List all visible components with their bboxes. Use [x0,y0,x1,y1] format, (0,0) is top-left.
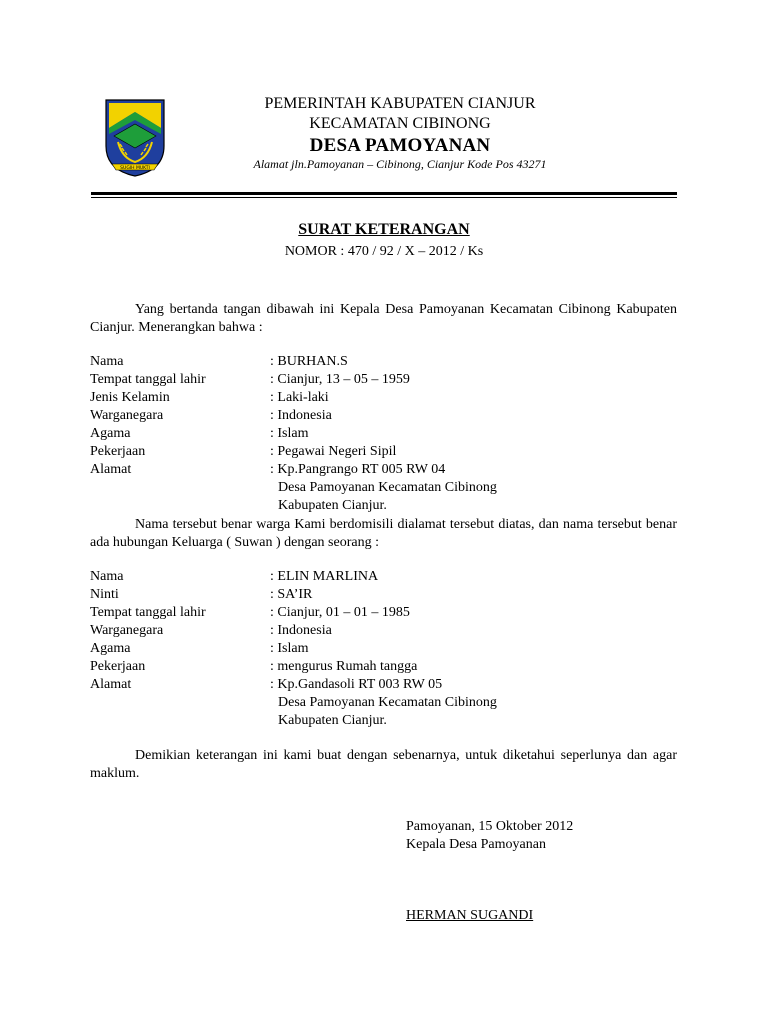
regency-emblem-logo [104,98,166,178]
detail-row: Jenis Kelamin : Laki-laki [90,390,329,405]
letterhead-divider-thick [91,192,677,195]
signer-name: HERMAN SUGANDI [406,908,534,923]
letterhead-address: Alamat jln.Pamoyanan – Cibinong, Cianjur Kode Pos 43271 [253,157,547,171]
address-continuation: Desa Pamoyanan Kecamatan Cibinong [278,480,497,495]
relationship-paragraph: Nama tersebut benar warga Kami berdomisili dialamat tersebut diatas, dan nama tersebut benar ada hubungan Keluarga ( Suwan ) dengan seorang : [90,517,677,550]
detail-row: Agama : Islam [90,641,309,656]
detail-row: Alamat : Kp.Pangrango RT 005 RW 04 [90,462,446,477]
letterhead-village: DESA PAMOYANAN [309,135,491,156]
detail-row: Agama : Islam [90,426,309,441]
detail-row: Pekerjaan : Pegawai Negeri Sipil [90,444,397,459]
closing-paragraph: Demikian keterangan ini kami buat dengan sebenarnya, untuk diketahui seperlunya dan agar maklum. [90,748,677,781]
detail-row: Pekerjaan : mengurus Rumah tangga [90,659,418,674]
document-title: SURAT KETERANGAN [298,221,470,238]
person1-details [90,353,680,515]
letterhead-divider-thin [91,197,677,198]
detail-row: Warganegara : Indonesia [90,623,332,638]
detail-row: Ninti : SA’IR [90,587,313,602]
detail-row: Warganegara : Indonesia [90,408,332,423]
detail-row: Tempat tanggal lahir : Cianjur, 01 – 01 – 1985 [90,605,410,620]
detail-row: Alamat : Kp.Gandasoli RT 003 RW 05 [90,677,443,692]
signer-title: Kepala Desa Pamoyanan [406,837,546,852]
detail-row: Nama : BURHAN.S [90,354,348,369]
person2-details [90,568,680,730]
detail-row: Tempat tanggal lahir : Cianjur, 13 – 05 – 1959 [90,372,410,387]
address-continuation: Desa Pamoyanan Kecamatan Cibinong [278,695,497,710]
intro-paragraph: Yang bertanda tangan dibawah ini Kepala Desa Pamoyanan Kecamatan Cibinong Kabupaten Cianjur. Menerangkan bahwa : [90,302,677,335]
letterhead-government: PEMERINTAH KABUPATEN CIANJUR [264,95,536,112]
letterhead-district: KECAMATAN CIBINONG [309,115,491,132]
address-continuation: Kabupaten Cianjur. [278,713,387,728]
detail-row: Nama : ELIN MARLINA [90,569,379,584]
logo-ribbon-text: SUGIH MUKTI [120,166,150,171]
address-continuation: Kabupaten Cianjur. [278,498,387,513]
document-number: NOMOR : 470 / 92 / X – 2012 / Ks [284,244,484,259]
place-date: Pamoyanan, 15 Oktober 2012 [406,819,574,834]
